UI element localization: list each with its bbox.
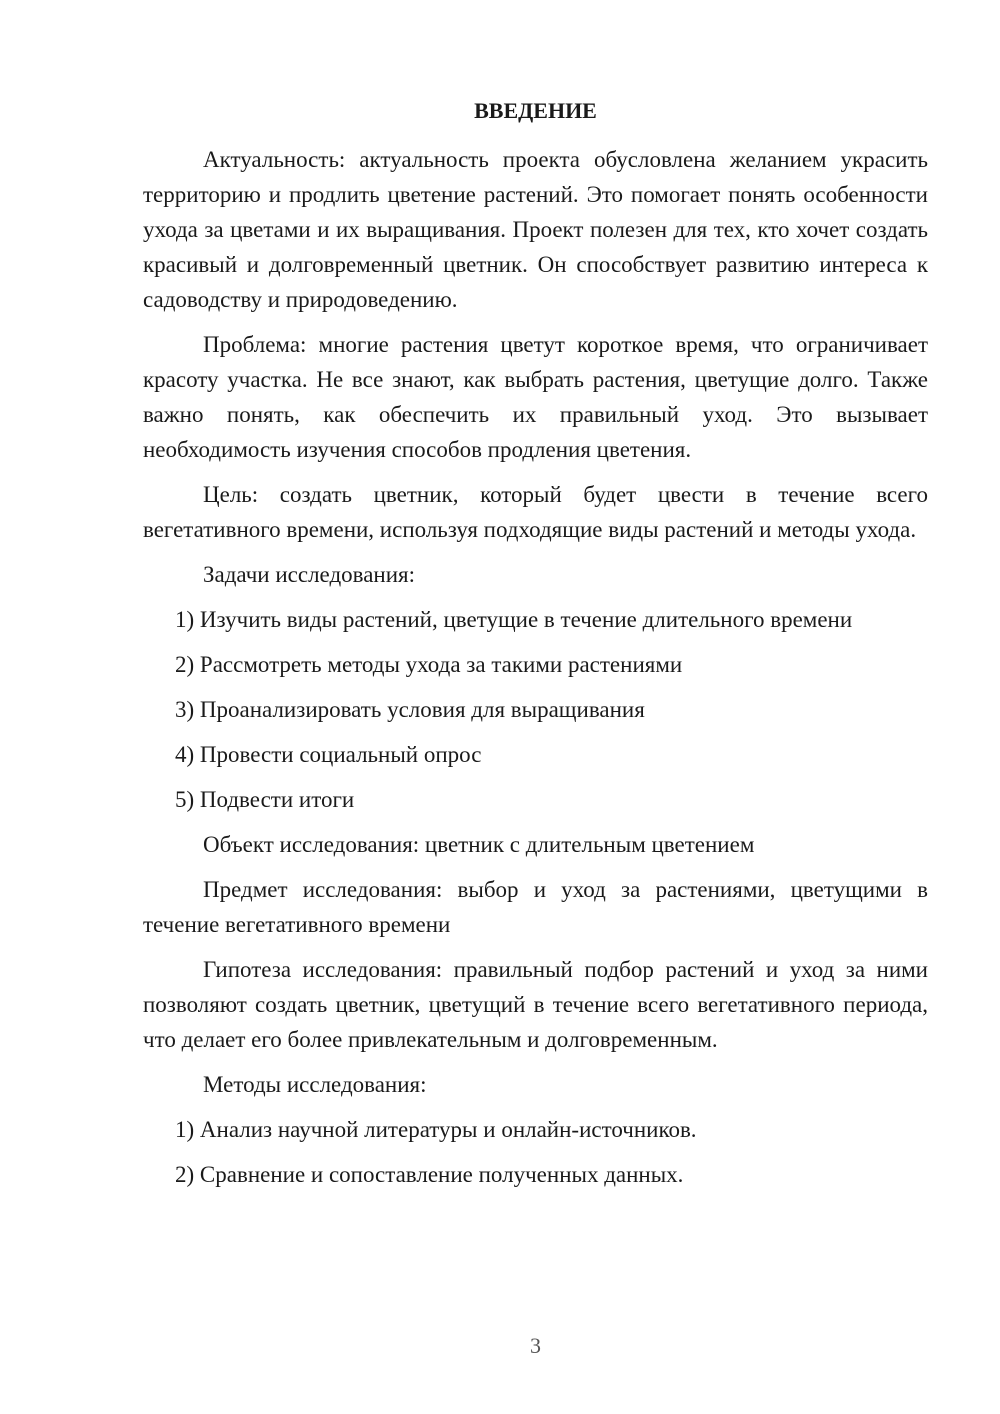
list-item: 1) Изучить виды растений, цветущие в течение длительного времени [175,607,853,632]
page-number: 3 [530,1333,541,1358]
paragraph-relevance: Актуальность: актуальность проекта обусловлена желанием украсить территорию и продлить цветение растений. Это помогает понять особенности ухода за цветами и их выращивания. Проект полезен для тех, кто хочет создать красивый и долговременный цветник. Он способствует развитию интереса к садоводству и природоведению. [143,147,928,312]
paragraph-subject: Предмет исследования: выбор и уход за растениями, цветущими в течение вегетативного времени [143,877,928,937]
paragraph-problem: Проблема: многие растения цветут короткое время, что ограничивает красоту участка. Не все знают, как выбрать растения, цветущие долго. Также важно понять, как обеспечить их правильный уход. Это вызывает необходимость изучения способов продления цветения. [143,332,928,462]
document-body [143,142,928,1202]
page-title: ВВЕДЕНИЕ [474,98,597,123]
paragraph-hypothesis: Гипотеза исследования: правильный подбор растений и уход за ними позволяют создать цветник, цветущий в течение всего вегетативного периода, что делает его более привлекательным и долговременным. [143,957,928,1052]
methods-heading: Методы исследования: [203,1072,427,1097]
tasks-heading: Задачи исследования: [203,562,416,587]
list-item: 5) Подвести итоги [175,787,355,812]
list-item: 3) Проанализировать условия для выращивания [175,697,645,722]
document-page [143,0,928,1414]
list-item: 4) Провести социальный опрос [175,742,482,767]
methods-list [143,1112,928,1192]
tasks-list [143,602,928,817]
list-item: 2) Сравнение и сопоставление полученных данных. [175,1162,684,1187]
list-item: 1) Анализ научной литературы и онлайн-источников. [175,1117,697,1142]
list-item: 2) Рассмотреть методы ухода за такими растениями [175,652,683,677]
paragraph-goal: Цель: создать цветник, который будет цвести в течение всего вегетативного времени, используя подходящие виды растений и методы ухода. [143,482,928,542]
paragraph-object: Объект исследования: цветник с длительным цветением [203,832,755,857]
